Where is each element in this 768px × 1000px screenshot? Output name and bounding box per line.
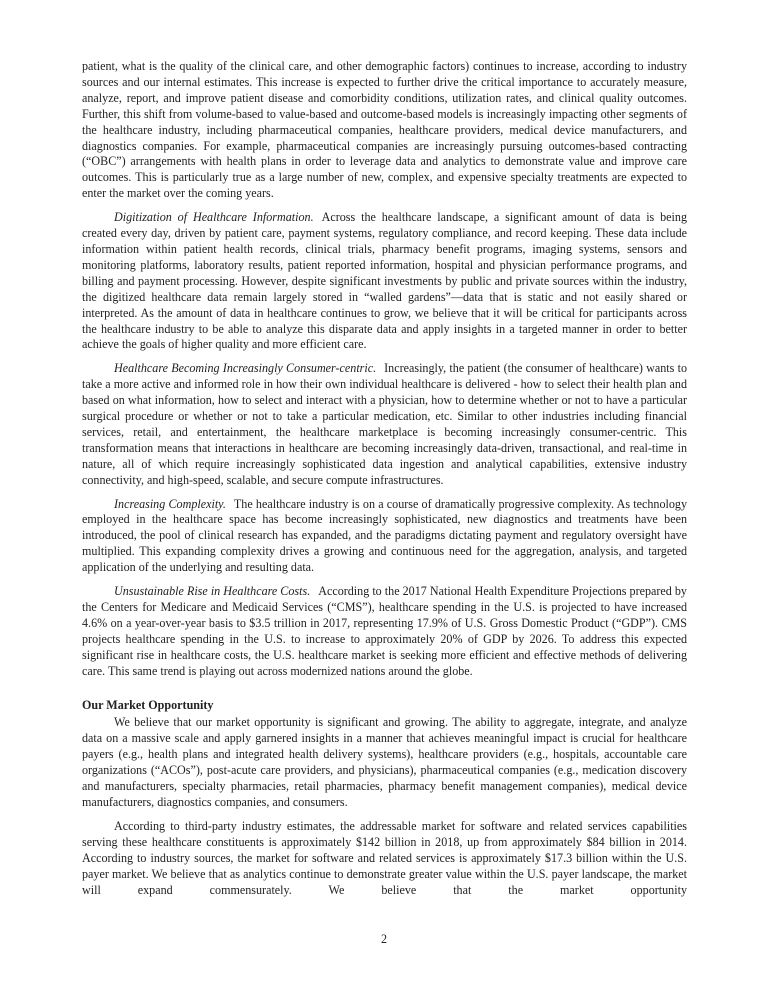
paragraph-market-opportunity: We believe that our market opportunity is significant and growing. The ability to aggregate, integrate, and analyze data on a massive scale and apply garnered insights in a manner that achieves meaningful impact is crucial for healthcare payers (e.g., health plans and integrated health delivery systems), healthcare providers (e.g., hospitals, accountable care organizations (“ACOs”), post-acute care providers, and physicians), pharmaceutical companies (e.g., medication discovery and manufacturers, specialty pharmacies, retail pharmacies, pharmacy benefit management companies), medical device manufacturers, diagnostics companies, and consumers.: [82, 715, 687, 809]
section-heading: Our Market Opportunity: [82, 697, 214, 712]
paragraph-costs: [82, 584, 687, 679]
paragraph-text: Across the healthcare landscape, a significant amount of data is being created every day, driven by patient care, payment systems, regulatory compliance, and record keeping. These data include information within patient health records, clinical trials, pharmacy benefit programs, imaging systems, sensors and monitoring platforms, laboratory results, patient reported information, hospital and physician performance programs, and billing and payment processing. However, despite significant investments by public and private sources within the industry, the digitized healthcare data remain largely stored in “walled gardens”—data that is static and not easily shared or interpreted. As the amount of data in healthcare continues to grow, we believe that it will be critical for participants across the healthcare industry to be able to analyze this disparate data and apply insights in a targeted manner in order to better achieve the goals of higher quality and more efficient care.: [82, 210, 688, 352]
paragraph-digitization: [82, 210, 687, 353]
paragraph-text: Increasingly, the patient (the consumer of healthcare) wants to take a more active and informed role in how their own individual healthcare is delivered - how to select their health plan and based on what information, how to select and interact with a physician, how to determine whether or not to have a particular surgical procedure or whether or not to take a particular medication, etc. Similar to other industries including financial services, retail, and entertainment, the healthcare marketplace is becoming increasingly consumer-centric. This transformation means that interactions in healthcare are becoming increasingly data-driven, transactional, and real-time in nature, all of which require increasingly sophisticated data ingestion and analytical capabilities, extensive industry connectivity, and high-speed, scalable, and secure compute infrastructures.: [82, 361, 687, 487]
paragraph-intro: [82, 59, 687, 202]
paragraph-text: The healthcare industry is on a course of dramatically progressive complexity. As technology employed in the healthcare space has become increasingly sophisticated, new diagnostics and treatments have been introduced, the pool of clinical research has expanded, and the paradigms dictating payment and regulatory oversight have multiplied. This expanding complexity drives a growing and continuous need for the aggregation, analysis, and targeted application of the underlying and resulting data.: [82, 496, 688, 575]
paragraph-complexity: [82, 497, 687, 577]
paragraph-lead: Healthcare Becoming Increasingly Consumer-centric.: [114, 361, 377, 376]
page-number: 2: [380, 932, 388, 946]
paragraph-lead: Digitization of Healthcare Information.: [114, 210, 314, 225]
paragraph-addressable-market: According to third-party industry estimates, the addressable market for software and related services capabilities serving these healthcare constituents is approximately $142 billion in 2018, up from approximately $84 billion in 2014. According to industry sources, the market for software and related services is approximately $17.3 billion within the U.S. payer market. We believe that as analytics continue to demonstrate greater value within the U.S. payer landscape, the market will expand commensurately. We believe that the market opportunity: [82, 818, 687, 897]
paragraph-lead: Increasing Complexity.: [114, 496, 226, 511]
document-body: [82, 59, 687, 906]
paragraph-lead: Unsustainable Rise in Healthcare Costs.: [114, 584, 311, 599]
paragraph-text: patient, what is the quality of the clinical care, and other demographic factors) continues to increase, according to industry sources and our internal estimates. This increase is expected to further drive the critical importance to accurately measure, analyze, report, and improve patient disease and comorbidity conditions, utilization rates, and clinical quality outcomes. Further, this shift from volume-based to value-based and outcome-based models is increasingly impacting other segments of the healthcare industry, including pharmaceutical companies, healthcare providers, medical device manufacturers, and diagnostics companies. For example, pharmaceutical companies are increasingly pursuing outcomes-based contracting (“OBC”) arrangements with health plans in order to leverage data and analytics to demonstrate value and improve care outcomes. This is particularly true as a large number of new, complex, and expensive specialty treatments are expected to enter the market over the coming years.: [82, 59, 687, 201]
paragraph-consumer-centric: [82, 361, 687, 488]
paragraph-text: According to the 2017 National Health Expenditure Projections prepared by the Centers for Medicare and Medicaid Services (“CMS”), healthcare spending in the U.S. is projected to have increased 4.6% on a year-over-year basis to $3.5 trillion in 2017, representing 17.9% of U.S. Gross Domestic Product (“GDP”). CMS projects healthcare spending in the U.S. to increase to approximately 20% of GDP by 2026. To address this expected significant rise in healthcare costs, the U.S. healthcare market is seeking more efficient and effective methods of delivering care. This same trend is playing out across modernized nations around the globe.: [82, 584, 687, 678]
